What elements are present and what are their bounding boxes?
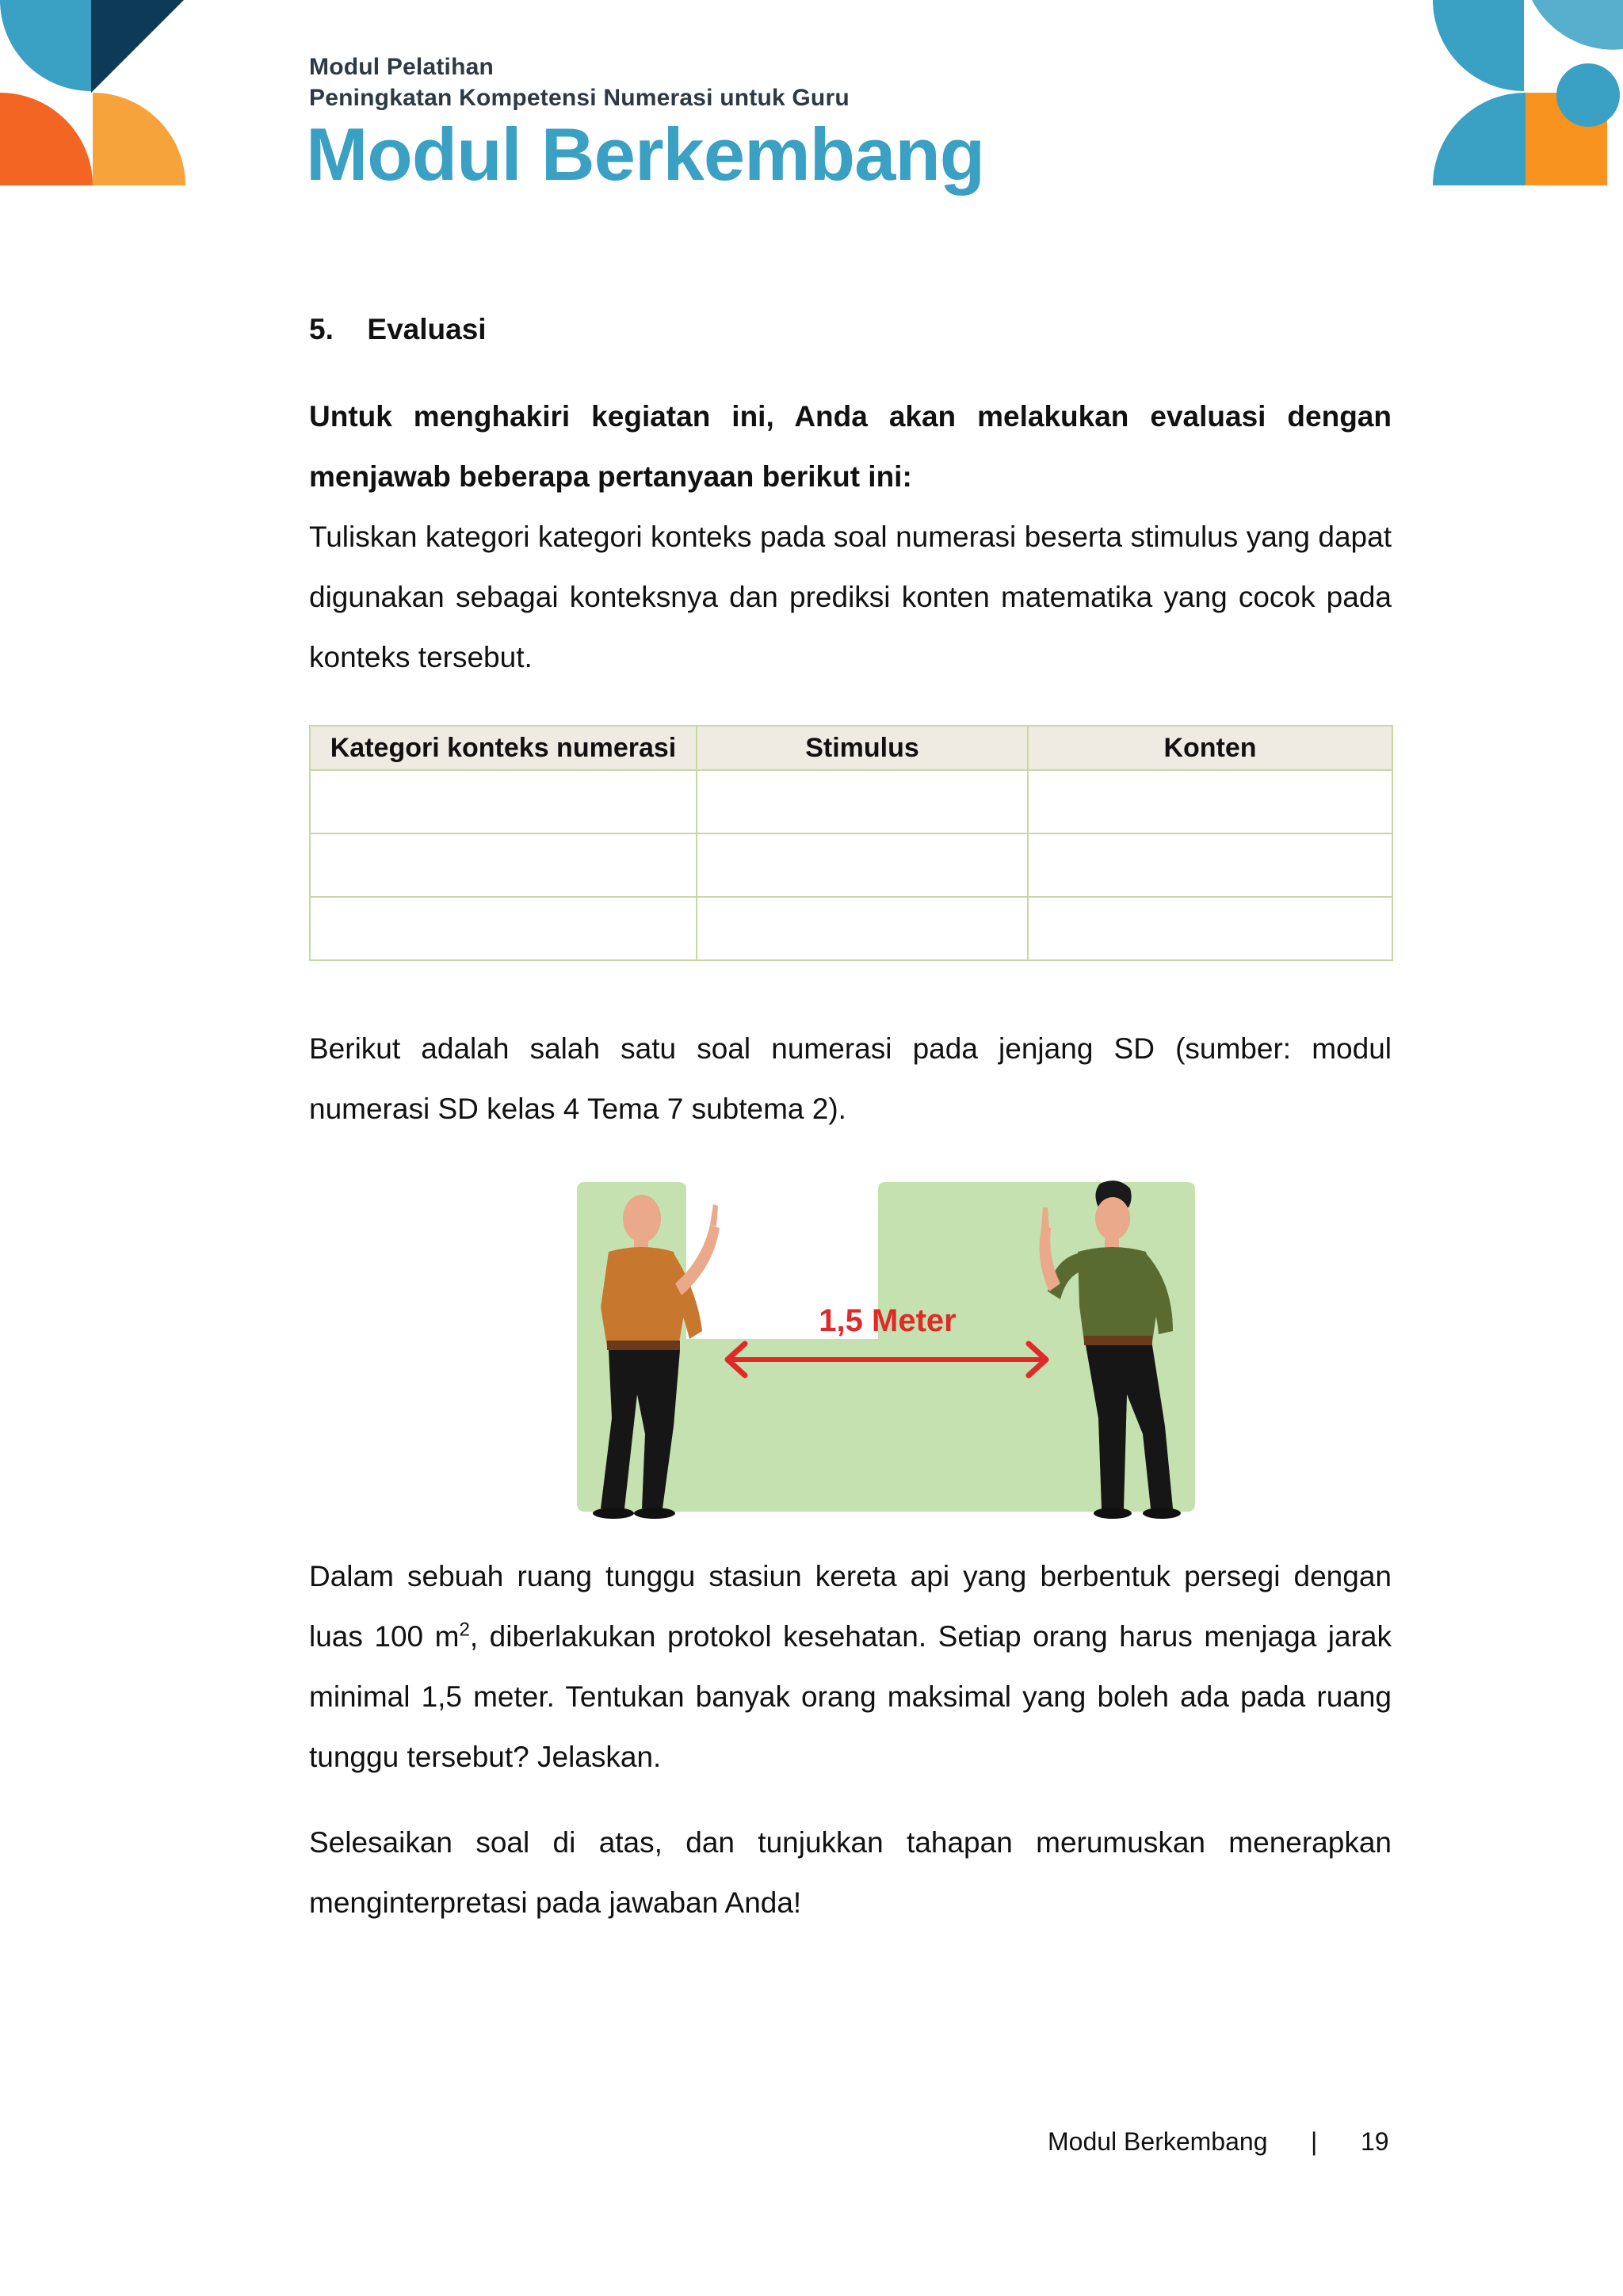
table-cell[interactable] — [1028, 833, 1392, 897]
table-cell[interactable] — [310, 770, 697, 833]
table-row — [310, 833, 1392, 897]
intro-text: Berikut adalah salah satu soal numerasi pada jenjang SD (sumber: modul numerasi SD kelas 4 Tema 7 subtema 2). — [309, 1032, 1392, 1125]
table-cell[interactable] — [1028, 770, 1392, 833]
corner-decoration-right — [1433, 0, 1623, 190]
footer-label: Modul Berkembang — [1048, 2127, 1268, 2156]
instruction-block — [309, 387, 1392, 688]
table-header-kategori: Kategori konteks numerasi — [310, 726, 697, 770]
table-cell[interactable] — [310, 897, 697, 960]
table-header-row — [310, 726, 1392, 770]
problem-block — [309, 1547, 1392, 1787]
header-subtitle-line1: Modul Pelatihan — [309, 54, 495, 80]
evaluation-table — [309, 725, 1393, 961]
table-header-stimulus: Stimulus — [697, 726, 1028, 770]
section-number: 5. — [309, 313, 334, 345]
footer-separator: | — [1311, 2127, 1318, 2156]
table-cell[interactable] — [1028, 897, 1392, 960]
section-heading — [309, 299, 1392, 360]
table-cell[interactable] — [310, 833, 697, 897]
header-title: Modul Berkembang — [306, 113, 985, 196]
social-distance-illustration — [563, 1173, 1197, 1521]
table-row — [310, 770, 1392, 833]
section-title: Evaluasi — [367, 313, 487, 345]
table-row — [310, 897, 1392, 960]
instruction-bold: Untuk menghakiri kegiatan ini, Anda akan melakukan evaluasi dengan menjawab beberapa pertanyaan berikut ini: — [309, 400, 1392, 493]
page-number: 19 — [1361, 2127, 1389, 2156]
instruction-text: Tuliskan kategori kategori konteks pada soal numerasi beserta stimulus yang dapat digunakan sebagai konteksnya dan prediksi konten matematika yang cocok pada konteks tersebut. — [309, 521, 1392, 673]
table-cell[interactable] — [697, 897, 1028, 960]
superscript-exponent: 2 — [459, 1619, 470, 1641]
corner-decoration-left — [0, 0, 190, 190]
table-cell[interactable] — [697, 833, 1028, 897]
problem-text-part1: Dalam sebuah ruang tunggu stasiun kereta api yang berbentuk persegi dengan luas 100 m — [309, 1560, 1392, 1653]
problem-text — [309, 1547, 1392, 1787]
intro-text-block — [309, 1019, 1392, 1139]
table-cell[interactable] — [697, 770, 1028, 833]
problem-text-part2: , diberlakukan protokol kesehatan. Setiap orang harus menjaga jarak minimal 1,5 meter. Tentukan banyak orang maksimal yang boleh ada pada ruang tunggu tersebut? Jelaskan. — [309, 1620, 1392, 1773]
task-block — [309, 1813, 1392, 1933]
task-text: Selesaikan soal di atas, dan tunjukkan tahapan merumuskan menerapkan menginterpretasi pada jawaban Anda! — [309, 1826, 1392, 1919]
table-header-konten: Konten — [1028, 726, 1392, 770]
distance-label: 1,5 Meter — [819, 1303, 957, 1338]
header-subtitle-line2: Peningkatan Kompetensi Numerasi untuk Guru — [309, 85, 850, 111]
